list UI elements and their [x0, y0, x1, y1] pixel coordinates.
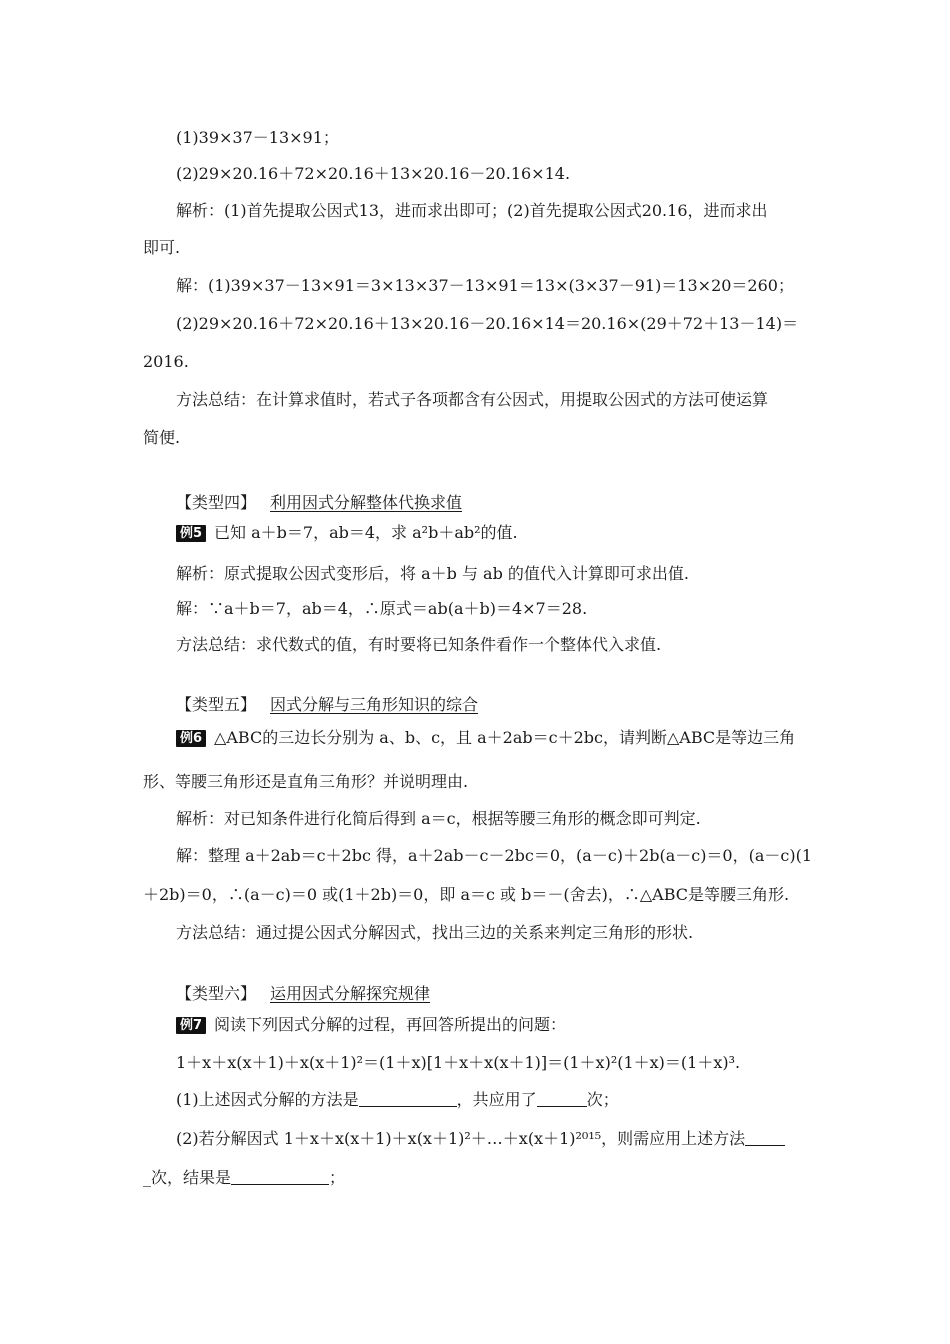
question-text: ； [329, 1168, 346, 1187]
example-text: 阅读下列因式分解的过程，再回答所提出的问题： [214, 1015, 567, 1034]
answer-blank[interactable] [231, 1170, 329, 1185]
method-summary-line: 方法总结：求代数式的值，有时要将已知条件看作一个整体代入求值. [176, 635, 662, 654]
section-label: 【类型四】 [176, 493, 257, 512]
analysis-line: 解析：对已知条件进行化简后得到 a＝c，根据等腰三角形的概念即可判定. [176, 809, 701, 828]
section-heading-type5 [176, 694, 820, 716]
solution-line-1: 解：整理 a＋2ab＝c＋2bc 得，a＋2ab－c－2bc＝0，(a－c)＋2b(a－c)＝0，(a－c)(1 [176, 846, 813, 865]
solution-line-3: 2016. [143, 352, 189, 371]
example-text: △ABC的三边长分别为 a、b、c，且 a＋2ab＝c＋2bc，请判断△ABC是等边三角 [214, 728, 796, 747]
solution-line: 解：∵a＋b＝7，ab＝4，∴原式＝ab(a＋b)＝4×7＝28. [176, 599, 588, 618]
question-text: 次； [586, 1090, 619, 1109]
answer-blank[interactable] [745, 1131, 785, 1146]
section-heading-type4 [176, 492, 820, 514]
example-text: 已知 a＋b＝7，ab＝4，求 a²b＋ab²的值. [214, 523, 518, 542]
question-text: (2)若分解因式 1＋x＋x(x＋1)＋x(x＋1)²＋…＋x(x＋1)²⁰¹⁵，则需应用上述方法 [176, 1129, 746, 1148]
question-2: (2)29×20.16＋72×20.16＋13×20.16－20.16×14. [176, 164, 571, 183]
example-5 [176, 522, 820, 544]
formula-line: 1＋x＋x(x＋1)＋x(x＋1)²＝(1＋x)[1＋x＋x(x＋1)]＝(1＋x)²(1＋x)＝(1＋x)³. [176, 1053, 741, 1072]
question-2 [176, 1128, 820, 1150]
section-heading-type6 [176, 983, 820, 1005]
solution-line-2: ＋2b)＝0，∴(a－c)＝0 或(1＋2b)＝0，即 a＝c 或 b＝－(舍去)，∴△ABC是等腰三角形. [143, 885, 790, 904]
question-text: _次，结果是 [143, 1168, 232, 1187]
example-7 [176, 1014, 820, 1036]
answer-blank[interactable] [359, 1092, 457, 1107]
analysis-line: 解析：原式提取公因式变形后，将 a＋b 与 ab 的值代入计算即可求出值. [176, 564, 689, 583]
example-badge: 例7 [176, 1017, 206, 1034]
analysis-line-1: 解析：(1)首先提取公因式13，进而求出即可；(2)首先提取公因式20.16，进而求出 [176, 201, 768, 220]
section-label: 【类型六】 [176, 984, 257, 1003]
section-label: 【类型五】 [176, 695, 257, 714]
section-title: 因式分解与三角形知识的综合 [270, 695, 479, 714]
example-badge: 例6 [176, 730, 206, 747]
answer-blank[interactable] [537, 1092, 587, 1107]
question-2-continued [143, 1167, 820, 1189]
solution-line-2: (2)29×20.16＋72×20.16＋13×20.16－20.16×14＝20.16×(29＋72＋13－14)＝ [176, 314, 799, 333]
section-title: 运用因式分解探究规律 [270, 984, 431, 1003]
example-6-continued: 形、等腰三角形还是直角三角形？并说明理由. [143, 772, 469, 791]
analysis-line-2: 即可. [143, 238, 181, 257]
question-1: (1)39×37－13×91； [176, 128, 339, 147]
example-6 [176, 727, 820, 749]
question-text: ，共应用了 [456, 1090, 537, 1109]
section-title: 利用因式分解整体代换求值 [270, 493, 463, 512]
method-summary-line-1: 方法总结：在计算求值时，若式子各项都含有公因式，用提取公因式的方法可使运算 [176, 390, 769, 409]
question-text: (1)上述因式分解的方法是 [176, 1090, 359, 1109]
question-1 [176, 1089, 820, 1111]
method-summary-line-2: 简便. [143, 428, 181, 447]
method-summary-line: 方法总结：通过提公因式分解因式，找出三边的关系来判定三角形的形状. [176, 923, 694, 942]
example-badge: 例5 [176, 525, 206, 542]
solution-line-1: 解：(1)39×37－13×91＝3×13×37－13×91＝13×(3×37－91)＝13×20＝260； [176, 276, 794, 295]
